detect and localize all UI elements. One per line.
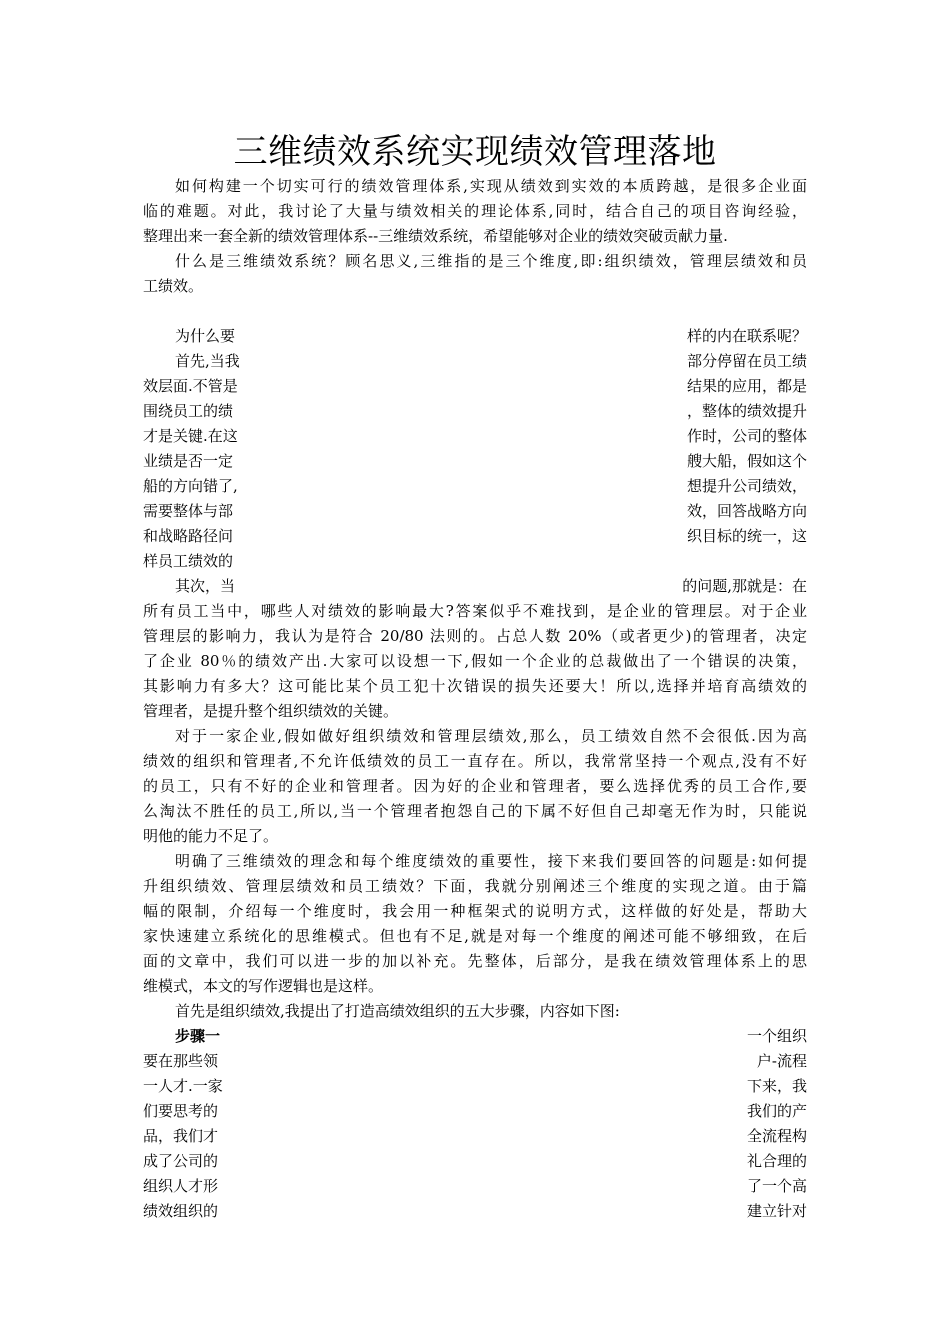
document-title: 三维绩效系统实现绩效管理落地	[233, 132, 717, 172]
paragraph-line: 对于一家企业,假如做好组织绩效和管理层绩效,那么，员工绩效自然不会很低.因为高	[175, 727, 807, 745]
partial-line-left: 为什么要	[175, 327, 236, 345]
paragraph-line: 明他的能力不足了。	[143, 827, 279, 845]
partial-line-left: 样员工绩效的	[143, 552, 234, 570]
step-line-right: 全流程构	[746, 1127, 807, 1145]
paragraph-line: 什么是三维绩效系统？顾名思义,三维指的是三个维度,即:组织绩效，管理层绩效和员	[175, 252, 807, 270]
image-placeholder	[228, 1022, 738, 1220]
paragraph-line: 其影响力有多大？这可能比某个员工犯十次错误的损失还要大！所以,选择并培育高绩效的	[143, 677, 807, 695]
step-line-left: 组织人才形	[143, 1177, 219, 1195]
step-line-right: 了一个高	[746, 1177, 807, 1195]
step-line-left: 绩效组织的	[143, 1202, 219, 1220]
paragraph-line: 明确了三维绩效的理念和每个维度绩效的重要性，接下来我们要回答的问题是:如何提	[175, 852, 807, 870]
step-line-left: 要在那些领	[143, 1052, 219, 1070]
partial-line-right: 想提升公司绩效，	[686, 477, 807, 495]
partial-line-right: ，整体的绩效提升	[686, 402, 807, 420]
paragraph-line: 管理层的影响力，我认为是符合 20/80 法则的。占总人数 20%（或者更少)的管理者，决定	[143, 627, 807, 645]
paragraph-line: 升组织绩效、管理层绩效和员工绩效？下面，我就分别阐述三个维度的实现之道。由于篇	[143, 877, 807, 895]
partial-line-right: 结果的应用，都是	[686, 377, 807, 395]
step-line-right: 户-流程	[756, 1052, 807, 1070]
partial-line-left: 和战略路径问	[143, 527, 234, 545]
paragraph-line: 绩效的组织和管理者,不允许低绩效的员工一直存在。所以，我常常坚持一个观点,没有不好	[143, 752, 807, 770]
step-line-right: 一个组织	[746, 1027, 807, 1045]
partial-line-right: 效，回答战略方向	[686, 502, 807, 520]
partial-line-right: 织目标的统一，这	[686, 527, 807, 545]
partial-line-right: 作时，公司的整体	[686, 427, 807, 445]
partial-line-left: 需要整体与部	[143, 502, 234, 520]
step-line-left: 们要思考的	[143, 1102, 219, 1120]
step-heading: 步骤一	[175, 1027, 221, 1045]
partial-line-left: 效层面.不管是	[143, 377, 238, 395]
paragraph-line: 了企业 80％的绩效产出.大家可以设想一下,假如一个企业的总裁做出了一个错误的决策，	[143, 652, 807, 670]
paragraph-line: 所有员工当中，哪些人对绩效的影响最大?答案似乎不难找到，是企业的管理层。对于企业	[143, 602, 807, 620]
paragraph-line: 幅的限制，介绍每一个维度时，我会用一种框架式的说明方式，这样做的好处是，帮助大	[143, 902, 807, 920]
partial-line-right: 艘大船，假如这个	[686, 452, 807, 470]
partial-line-left: 首先,当我	[175, 352, 240, 370]
partial-line	[143, 574, 807, 599]
partial-line-left: 其次，当	[175, 577, 236, 595]
paragraph-line: 整理出来一套全新的绩效管理体系--三维绩效系统，希望能够对企业的绩效突破贡献力量.	[143, 227, 728, 245]
paragraph-line: 工绩效。	[143, 277, 204, 295]
paragraph-line: 面的文章中，我们可以进一步的加以补充。先整体，后部分，是我在绩效管理体系上的思	[143, 952, 807, 970]
paragraph-line: 首先是组织绩效,我提出了打造高绩效组织的五大步骤，内容如下图:	[175, 1002, 620, 1020]
step-line-left: 一人才.一家	[143, 1077, 223, 1095]
paragraph-line: 家快速建立系统化的思维模式。但也有不足,就是对每一个维度的阐述可能不够细致，在后	[143, 927, 807, 945]
step-line-right: 建立针对	[746, 1202, 807, 1220]
paragraph-line: 临的难题。对此，我讨论了大量与绩效相关的理论体系,同时，结合自己的项目咨询经验，	[143, 202, 807, 220]
step-line-right: 礼合理的	[746, 1152, 807, 1170]
partial-line-left: 船的方向错了,	[143, 477, 238, 495]
partial-line-right: 样的内在联系呢？	[686, 327, 807, 345]
paragraph-line: 的员工，只有不好的企业和管理者。因为好的企业和管理者，要么选择优秀的员工合作,要	[143, 777, 807, 795]
paragraph-line: 么淘汰不胜任的员工,所以,当一个管理者抱怨自己的下属不好但自己却毫无作为时，只能说	[143, 802, 807, 820]
step-line-right: 我们的产	[746, 1102, 807, 1120]
partial-line-left: 围绕员工的绩	[143, 402, 234, 420]
step-line-right: 下来，我	[746, 1077, 807, 1095]
partial-line-left: 才是关键.在这	[143, 427, 238, 445]
step-line-left: 成了公司的	[143, 1152, 219, 1170]
partial-line-left: 业绩是否一定	[143, 452, 234, 470]
step-line-left: 品，我们才	[143, 1127, 219, 1145]
paragraph-line: 如何构建一个切实可行的绩效管理体系,实现从绩效到实效的本质跨越，是很多企业面	[175, 177, 807, 195]
partial-line-right: 部分停留在员工绩	[686, 352, 807, 370]
image-placeholder	[252, 320, 677, 576]
paragraph-line: 维模式，本文的写作逻辑也是这样。	[143, 977, 384, 995]
partial-line-right: 的问题,那就是：在	[682, 577, 807, 595]
paragraph-line: 管理者，是提升整个组织绩效的关键。	[143, 702, 399, 720]
